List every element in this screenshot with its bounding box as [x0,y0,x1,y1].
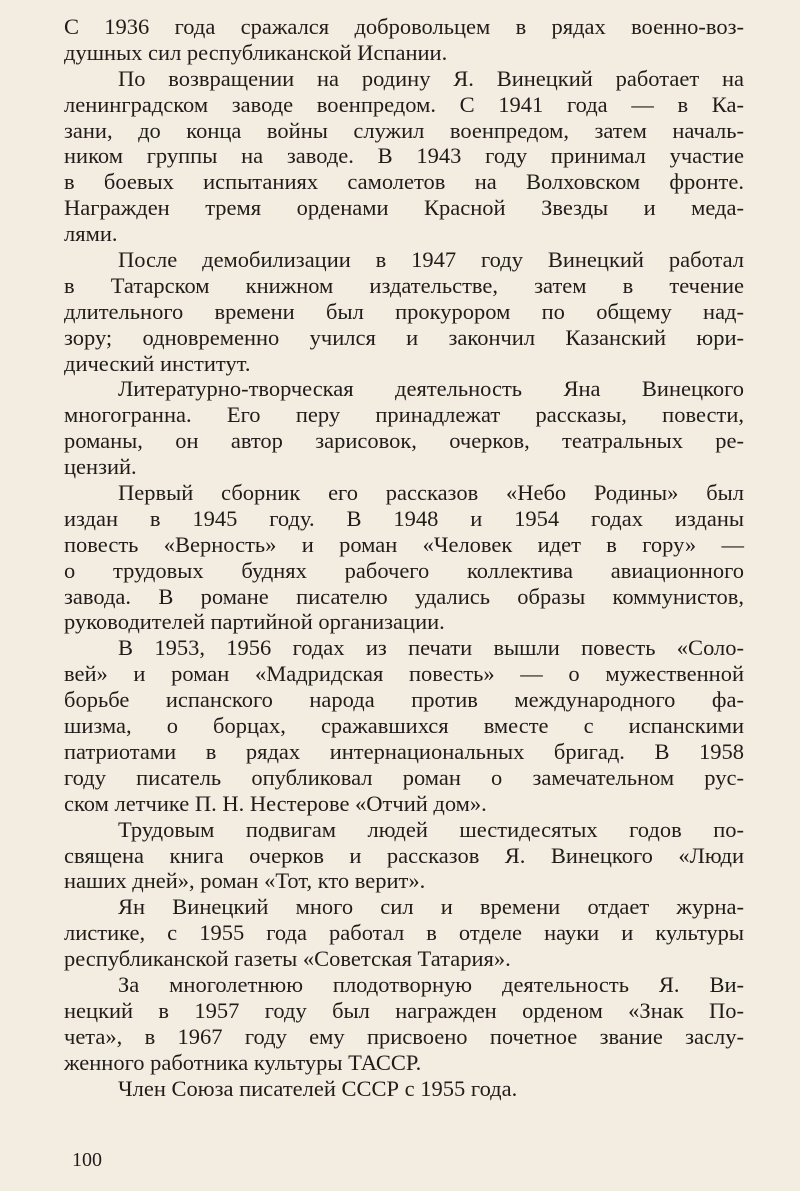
text-line: зору; одновременно учился и закончил Казанский юри- [64,324,744,350]
text-line: ленинградском заводе военпредом. С 1941 года — в Ка- [64,91,744,117]
text-line: ском летчике П. Н. Нестерове «Отчий дом». [64,790,487,816]
paragraph-8 [64,894,744,972]
paragraph-6 [64,635,744,816]
text-line: Член Союза писателей СССР с 1955 года. [118,1075,518,1101]
text-line: вей» и роман «Мадридская повесть» — о мужественной [64,661,744,687]
text-line: в боевых испытаниях самолетов на Волховском фронте. [64,169,744,195]
paragraph-1 [64,14,744,66]
text-line: Трудовым подвигам людей шестидесятых годов по- [118,816,744,842]
text-line: издан в 1945 году. В 1948 и 1954 годах изданы [64,505,744,531]
text-line: За многолетнюю плодотворную деятельность Я. Ви- [118,971,744,997]
text-line: ником группы на заводе. В 1943 году принимал участие [64,143,744,169]
text-line: лями. [64,221,118,247]
body-text [64,14,744,1101]
text-line: После демобилизации в 1947 году Винецкий работал [118,247,744,273]
text-line: чета», в 1967 году ему присвоено почетное звание заслу- [64,1023,744,1049]
text-line: шизма, о борцах, сражавшихся вместе с испанскими [64,713,744,739]
text-line: в Татарском книжном издательстве, затем в течение [64,272,744,298]
page-number: 100 [72,1149,102,1171]
text-line: женного работника культуры ТАССР. [64,1049,422,1075]
text-line: С 1936 года сражался добровольцем в рядах военно-воз- [64,14,744,39]
text-line: священа книга очерков и рассказов Я. Винецкого «Люди [64,842,744,868]
text-line: повесть «Верность» и роман «Человек идет в гору» — [64,531,744,557]
text-line: борьбе испанского народа против международного фа- [64,687,744,713]
text-line: Первый сборник его рассказов «Небо Родины» был [118,480,744,506]
paragraph-9 [64,972,744,1076]
text-line: нецкий в 1957 году был награжден орденом «Знак По- [64,997,744,1023]
text-line: дический институт. [64,350,251,376]
paragraph-2 [64,66,744,247]
text-line: о трудовых буднях рабочего коллектива авиационного [64,557,744,583]
text-line: Награжден тремя орденами Красной Звезды и медa- [64,195,744,221]
text-line: многогранна. Его перу принадлежат рассказы, повести, [64,402,744,428]
text-line: По возвращении на родину Я. Винецкий работает на [118,65,744,91]
paragraph-5 [64,480,744,635]
text-line: Ян Винецкий много сил и времени отдает журна- [118,894,744,920]
text-line: завода. В романе писателю удались образы коммунистов, [64,583,744,609]
text-line: Литературно-творческая деятельность Яна Винецкого [118,376,744,402]
text-line: руководителей партийной организации. [64,609,445,635]
text-line: республиканской газеты «Советская Татария». [64,946,511,972]
text-line: патриотами в рядах интернациональных бригад. В 1958 [64,738,744,764]
text-line: листике, с 1955 года работал в отделе науки и культуры [64,920,744,946]
text-line: романы, он автор зарисовок, очерков, театральных ре- [64,428,744,454]
paragraph-10 [64,1076,744,1102]
text-line: году писатель опубликовал роман о замечательном рус- [64,764,744,790]
text-line: цензий. [64,454,137,480]
text-line: В 1953, 1956 годах из печати вышли повесть «Соло- [118,635,744,661]
paragraph-4 [64,376,744,480]
paragraph-7 [64,817,744,895]
text-line: душных сил республиканской Испании. [64,39,448,65]
text-line: наших дней», роман «Тот, кто верит». [64,868,426,894]
text-line: зани, до конца войны служил военпредом, затем началь- [64,117,744,143]
text-line: длительного времени был прокурором по общему над- [64,298,744,324]
paragraph-3 [64,247,744,376]
